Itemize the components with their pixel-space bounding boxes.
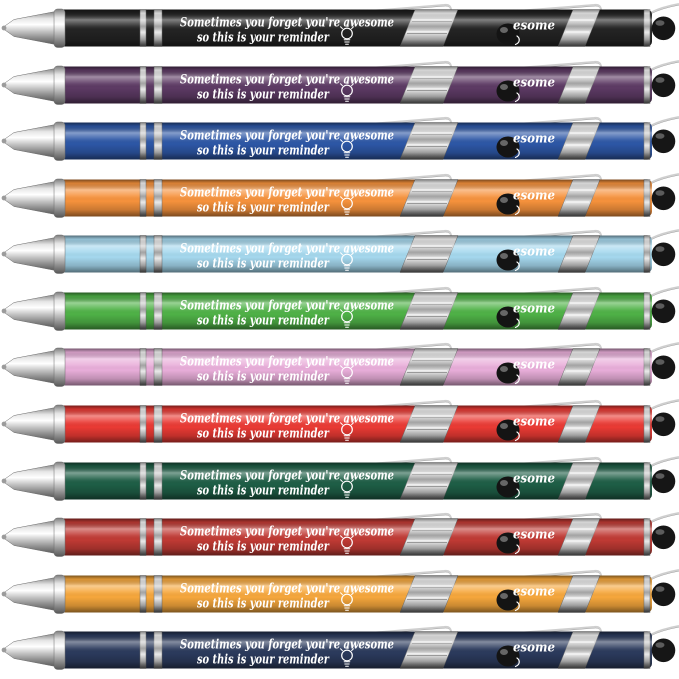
ballpoint-icon	[2, 26, 7, 31]
clicker-highlight	[500, 310, 508, 316]
ballpoint-icon	[2, 591, 7, 596]
stylus-tip-icon	[652, 16, 676, 40]
partial-quote-text: esome	[512, 471, 555, 487]
stylus-tip-icon	[652, 639, 676, 663]
ballpoint-icon	[2, 195, 7, 200]
pen-row-blue	[0, 113, 679, 170]
pen-tip-icon	[2, 577, 58, 611]
pen-row-black	[0, 0, 679, 57]
stylus-tip-icon	[652, 299, 676, 323]
pen-row-amber	[0, 566, 679, 623]
stylus-tip-icon	[652, 526, 676, 550]
ballpoint-icon	[2, 365, 7, 370]
ballpoint-icon	[2, 82, 7, 87]
tip-collar-icon	[54, 235, 65, 273]
quote-line2: so this is your reminder	[197, 200, 330, 216]
stylus-tip-icon	[652, 356, 676, 380]
quote-line2: so this is your reminder	[197, 539, 330, 555]
pen-row-pink	[0, 339, 679, 396]
pen-row-brick-red	[0, 509, 679, 566]
partial-quote-text: esome	[512, 244, 555, 260]
clicker-highlight	[500, 480, 508, 486]
stylus-tip-icon	[652, 582, 676, 606]
stylus-highlight	[655, 529, 664, 535]
partial-quote-text: esome	[512, 188, 555, 204]
quote-line1: Sometimes you forget you're awesome	[180, 524, 394, 540]
partial-quote-text: esome	[512, 640, 555, 656]
pen-tip-icon	[2, 181, 58, 215]
ballpoint-icon	[2, 478, 7, 483]
stylus-highlight	[655, 416, 664, 422]
pen-tip-icon	[2, 520, 58, 554]
tip-collar-icon	[54, 9, 65, 47]
tip-collar-icon	[54, 292, 65, 330]
clip-icon	[650, 4, 679, 14]
stylus-tip-icon	[652, 130, 676, 154]
tip-collar-icon	[54, 348, 65, 386]
quote-line2: so this is your reminder	[197, 256, 330, 272]
clip-icon	[650, 61, 679, 71]
ballpoint-icon	[2, 535, 7, 540]
tip-collar-icon	[54, 518, 65, 556]
partial-quote-text: esome	[512, 357, 555, 373]
partial-quote-text: esome	[512, 131, 555, 147]
clip-icon	[650, 343, 679, 353]
quote-line2: so this is your reminder	[197, 30, 330, 46]
quote-line2: so this is your reminder	[197, 87, 330, 103]
clip-icon	[650, 626, 679, 636]
quote-line1: Sometimes you forget you're awesome	[180, 298, 394, 314]
partial-quote-text: esome	[512, 18, 555, 34]
partial-quote-text: esome	[512, 75, 555, 91]
clicker-highlight	[500, 536, 508, 542]
quote-line1: Sometimes you forget you're awesome	[180, 468, 394, 484]
stylus-tip-icon	[652, 73, 676, 97]
clip-icon	[650, 513, 679, 523]
clip-icon	[650, 117, 679, 127]
clicker-highlight	[500, 140, 508, 146]
stylus-highlight	[655, 586, 664, 592]
clip-icon	[650, 287, 679, 297]
pen-row-red	[0, 396, 679, 453]
clip-icon	[650, 400, 679, 410]
stylus-tip-icon	[652, 413, 676, 437]
quote-line2: so this is your reminder	[197, 652, 330, 668]
clicker-highlight	[500, 253, 508, 259]
clicker-highlight	[500, 366, 508, 372]
pen-tip-icon	[2, 237, 58, 271]
quote-line1: Sometimes you forget you're awesome	[180, 15, 394, 31]
stylus-tip-icon	[652, 243, 676, 267]
tip-collar-icon	[54, 631, 65, 669]
stylus-highlight	[655, 190, 664, 196]
quote-line2: so this is your reminder	[197, 143, 330, 159]
pen-tip-icon	[2, 407, 58, 441]
ballpoint-icon	[2, 252, 7, 257]
clicker-highlight	[500, 423, 508, 429]
quote-line1: Sometimes you forget you're awesome	[180, 185, 394, 201]
ballpoint-icon	[2, 139, 7, 144]
partial-quote-text: esome	[512, 527, 555, 543]
tip-collar-icon	[54, 575, 65, 613]
pen-row-orange	[0, 170, 679, 227]
pen-tip-icon	[2, 464, 58, 498]
clicker-highlight	[500, 197, 508, 203]
quote-line2: so this is your reminder	[197, 369, 330, 385]
stylus-highlight	[655, 77, 664, 83]
quote-line1: Sometimes you forget you're awesome	[180, 72, 394, 88]
pen-tip-icon	[2, 350, 58, 384]
tip-collar-icon	[54, 66, 65, 104]
tip-collar-icon	[54, 179, 65, 217]
stylus-highlight	[655, 643, 664, 649]
stylus-highlight	[655, 247, 664, 253]
pen-row-forest-green	[0, 453, 679, 510]
clicker-highlight	[500, 649, 508, 655]
tip-collar-icon	[54, 405, 65, 443]
quote-line2: so this is your reminder	[197, 426, 330, 442]
stylus-highlight	[655, 303, 664, 309]
quote-line1: Sometimes you forget you're awesome	[180, 128, 394, 144]
clip-icon	[650, 570, 679, 580]
pen-row-navy	[0, 622, 679, 679]
stylus-highlight	[655, 360, 664, 366]
stylus-highlight	[655, 20, 664, 26]
quote-line1: Sometimes you forget you're awesome	[180, 354, 394, 370]
pen-row-purple	[0, 57, 679, 114]
ballpoint-icon	[2, 308, 7, 313]
clicker-highlight	[500, 593, 508, 599]
stylus-tip-icon	[652, 186, 676, 210]
quote-line2: so this is your reminder	[197, 483, 330, 499]
quote-line1: Sometimes you forget you're awesome	[180, 637, 394, 653]
pen-row-sky-blue	[0, 226, 679, 283]
quote-line1: Sometimes you forget you're awesome	[180, 411, 394, 427]
pen-tip-icon	[2, 68, 58, 102]
ballpoint-icon	[2, 648, 7, 653]
tip-collar-icon	[54, 122, 65, 160]
partial-quote-text: esome	[512, 584, 555, 600]
stylus-highlight	[655, 133, 664, 139]
partial-quote-text: esome	[512, 414, 555, 430]
clicker-highlight	[500, 84, 508, 90]
clicker-highlight	[500, 27, 508, 33]
pen-tip-icon	[2, 124, 58, 158]
quote-line1: Sometimes you forget you're awesome	[180, 241, 394, 257]
clip-icon	[650, 457, 679, 467]
pen-tip-icon	[2, 11, 58, 45]
stylus-tip-icon	[652, 469, 676, 493]
clip-icon	[650, 230, 679, 240]
pen-tip-icon	[2, 294, 58, 328]
quote-line2: so this is your reminder	[197, 596, 330, 612]
tip-collar-icon	[54, 462, 65, 500]
clip-icon	[650, 174, 679, 184]
quote-line2: so this is your reminder	[197, 313, 330, 329]
stylus-highlight	[655, 473, 664, 479]
quote-line1: Sometimes you forget you're awesome	[180, 581, 394, 597]
ballpoint-icon	[2, 422, 7, 427]
partial-quote-text: esome	[512, 301, 555, 317]
pen-tip-icon	[2, 633, 58, 667]
pen-row-green	[0, 283, 679, 340]
